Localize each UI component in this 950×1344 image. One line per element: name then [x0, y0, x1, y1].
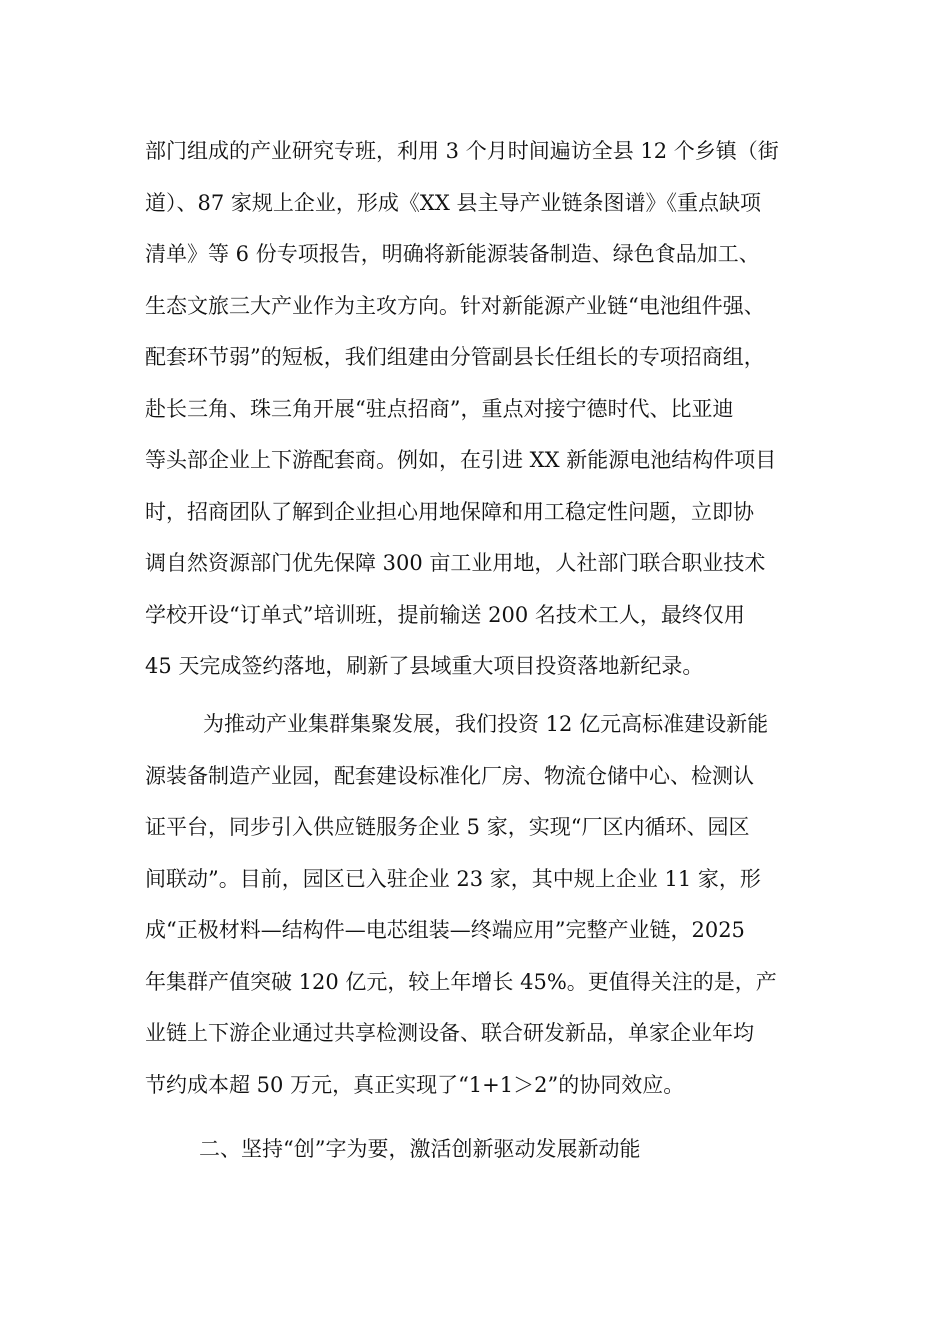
paragraph-line: 等头部企业上下游配套商。例如，在引进 XX 新能源电池结构件项目	[145, 448, 777, 472]
body-paragraph-1	[145, 126, 825, 693]
paragraph-first-line: 为推动产业集群集聚发展，我们投资 12 亿元高标准建设新能	[203, 712, 769, 736]
paragraph-line: 节约成本超 50 万元，真正实现了“1+1＞2”的协同效应。	[145, 1072, 685, 1097]
paragraph-line: 学校开设“订单式”培训班，提前输送 200 名技术工人，最终仅用	[145, 602, 745, 627]
paragraph-line: 间联动”。目前，园区已入驻企业 23 家，其中规上企业 11 家，形	[145, 866, 761, 891]
paragraph-line: 年集群产值突破 120 亿元，较上年增长 45%。更值得关注的是，产	[145, 969, 777, 994]
paragraph-line: 生态文旅三大产业作为主攻方向。针对新能源产业链“电池组件强、	[145, 293, 765, 318]
paragraph-line: 时，招商团队了解到企业担心用地保障和用工稳定性问题，立即协	[145, 499, 754, 524]
body-paragraph-2	[145, 699, 825, 1111]
paragraph-line: 部门组成的产业研究专班，利用 3 个月时间遍访全县 12 个乡镇（街	[145, 139, 779, 163]
paragraph-line: 赴长三角、珠三角开展“驻点招商”，重点对接宁德时代、比亚迪	[145, 396, 734, 421]
section-heading: 二、坚持“创”字为要，激活创新驱动发展新动能	[199, 1137, 641, 1161]
paragraph-line: 证平台，同步引入供应链服务企业 5 家，实现“厂区内循环、园区	[145, 815, 750, 839]
paragraph-line: 45 天完成签约落地，刷新了县域重大项目投资落地新纪录。	[145, 654, 704, 678]
paragraph-line: 调自然资源部门优先保障 300 亩工业用地，人社部门联合职业技术	[145, 551, 766, 575]
paragraph-line: 成“正极材料—结构件—电芯组装—终端应用”完整产业链，2025	[145, 918, 745, 942]
paragraph-line: 源装备制造产业园，配套建设标准化厂房、物流仓储中心、检测认	[145, 763, 754, 788]
paragraph-line: 道）、87 家规上企业，形成《XX 县主导产业链条图谱》《重点缺项	[145, 190, 761, 215]
paragraph-line: 业链上下游企业通过共享检测设备、联合研发新品，单家企业年均	[145, 1021, 754, 1045]
paragraph-line: 清单》等 6 份专项报告，明确将新能源装备制造、绿色食品加工、	[145, 242, 760, 266]
paragraph-line: 配套环节弱”的短板，我们组建由分管副县长任组长的专项招商组，	[145, 345, 765, 369]
